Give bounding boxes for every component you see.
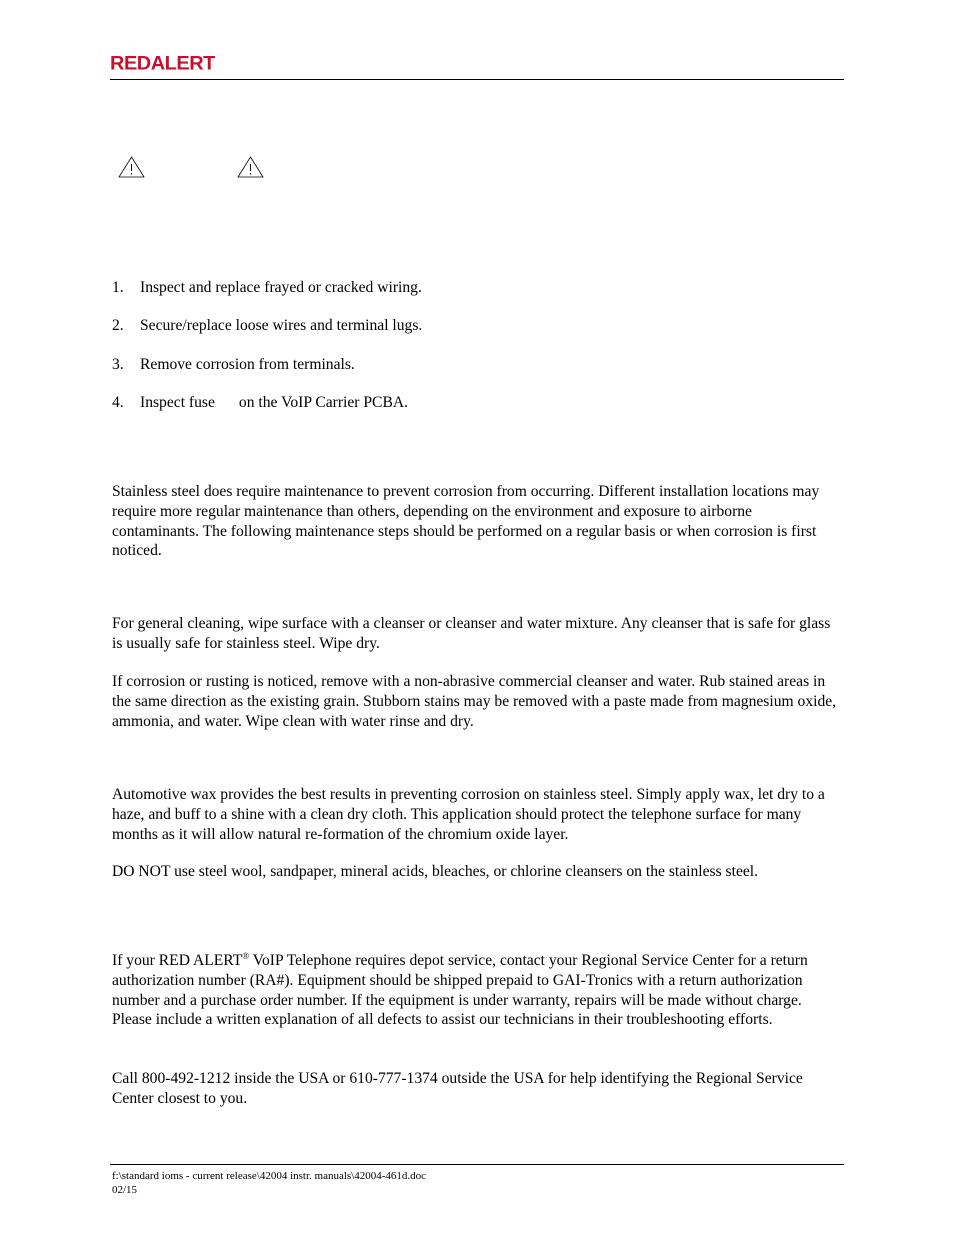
list-item: 1. Inspect and replace frayed or cracked wiring. (112, 279, 422, 296)
corrosion-removal-paragraph: If corrosion or rusting is noticed, remove with a non-abrasive commercial cleanser and water. Rub stained areas in the same direction as the existing grain. Stubborn stains may be removed with a paste made from magnesium oxide, ammonia, and water. Wipe clean with water rinse and dry. (112, 673, 837, 730)
list-item: 2. Secure/replace loose wires and terminal lugs. (112, 317, 423, 334)
warning-triangle-icon (118, 156, 145, 178)
warning-paragraph: DO NOT use steel wool, sandpaper, mineral acids, bleaches, or chlorine cleansers on the stainless steel. (112, 863, 759, 880)
footer-date: 02/15 (112, 1184, 138, 1196)
service-contact-paragraph: Call 800-492-1212 inside the USA or 610-777-1374 outside the USA for help identifying the Regional Service Center closest to you. (112, 1070, 803, 1107)
footer-file-path: f:\standard ioms - current release\42004 instr. manuals\42004-461d.doc (112, 1170, 427, 1182)
list-item: 3. Remove corrosion from terminals. (112, 356, 355, 373)
header-rule (110, 79, 844, 80)
stainless-intro: Stainless steel does require maintenance to prevent corrosion from occurring. Different installation locations may require more regular maintenance than others, depending on the environment and exposure to airborne contaminants. The following maintenance steps should be performed on a regular basis or when corrosion is first noticed. (112, 483, 820, 560)
protection-paragraph: Automotive wax provides the best results in preventing corrosion on stainless steel. Simply apply wax, let dry to a haze, and buff to a shine with a clean dry cloth. This application should protect the telephone surface for many months as it will allow natural re-formation of the chromium oxide layer. (112, 786, 825, 843)
cleaning-paragraph: For general cleaning, wipe surface with a cleanser or cleanser and water mixture. Any cleanser that is safe for glass is usually safe for stainless steel. Wipe dry. (112, 615, 831, 652)
footer-rule (110, 1164, 844, 1165)
warning-triangle-icon (237, 156, 264, 178)
list-item: 4. Inspect fuse on the VoIP Carrier PCBA. (112, 394, 409, 411)
footer (112, 1169, 426, 1197)
service-paragraph: If your RED ALERT® VoIP Telephone requires depot service, contact your Regional Service Center for a return authorization number (RA#). Equipment should be shipped prepaid to GAI-Tronics with a return authorization number and a purchase order number. If the equipment is under warranty, repairs will be made without charge. Please include a written explanation of all defects to assist our technicians in their troubleshooting efforts. (112, 951, 808, 1029)
red-alert-logo: REDALERT (110, 53, 215, 75)
